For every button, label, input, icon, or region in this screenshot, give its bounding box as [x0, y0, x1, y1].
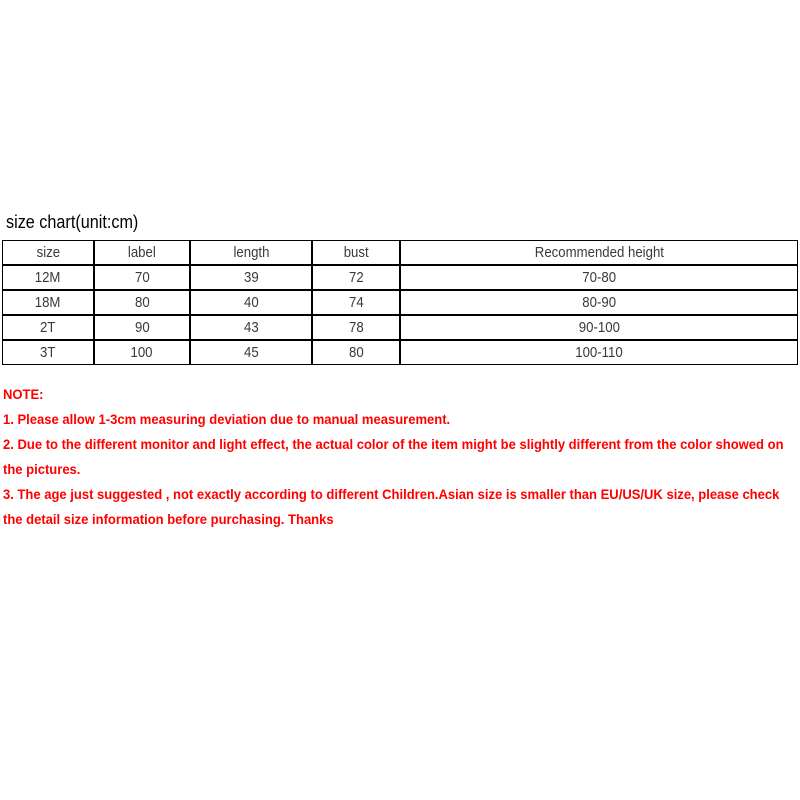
- cell-size: 2T: [2, 315, 94, 340]
- note-item: 1. Please allow 1-3cm measuring deviation due to manual measurement.: [3, 411, 451, 427]
- note-section: [3, 382, 793, 532]
- note-heading: NOTE:: [3, 386, 44, 402]
- cell-label: 70: [94, 265, 190, 290]
- cell-bust: 72: [312, 265, 400, 290]
- table-row: [2, 265, 798, 290]
- cell-recommended-height: 90-100: [400, 315, 798, 340]
- cell-length: 40: [190, 290, 312, 315]
- note-item: 2. Due to the different monitor and light effect, the actual color of the item might be slightly different from the color showed on the pictures.: [3, 436, 784, 477]
- header-length: length: [190, 240, 312, 265]
- cell-length: 43: [190, 315, 312, 340]
- cell-bust: 80: [312, 340, 400, 365]
- cell-recommended-height: 70-80: [400, 265, 798, 290]
- table-row: [2, 315, 798, 340]
- cell-length: 39: [190, 265, 312, 290]
- cell-size: 18M: [2, 290, 94, 315]
- cell-label: 80: [94, 290, 190, 315]
- cell-size: 3T: [2, 340, 94, 365]
- cell-recommended-height: 80-90: [400, 290, 798, 315]
- cell-label: 90: [94, 315, 190, 340]
- table-row: [2, 290, 798, 315]
- header-size: size: [2, 240, 94, 265]
- size-chart-title: size chart(unit:cm): [6, 212, 139, 232]
- cell-recommended-height: 100-110: [400, 340, 798, 365]
- note-item: 3. The age just suggested , not exactly according to different Children.Asian size is smaller than EU/US/UK size, please check the detail size information before purchasing. Thanks: [3, 486, 780, 527]
- cell-label: 100: [94, 340, 190, 365]
- table-header-row: [2, 240, 798, 265]
- header-label: label: [94, 240, 190, 265]
- header-recommended-height: Recommended height: [400, 240, 798, 265]
- cell-size: 12M: [2, 265, 94, 290]
- cell-bust: 78: [312, 315, 400, 340]
- header-bust: bust: [312, 240, 400, 265]
- cell-bust: 74: [312, 290, 400, 315]
- cell-length: 45: [190, 340, 312, 365]
- size-chart-table: [2, 240, 798, 365]
- table-row: [2, 340, 798, 365]
